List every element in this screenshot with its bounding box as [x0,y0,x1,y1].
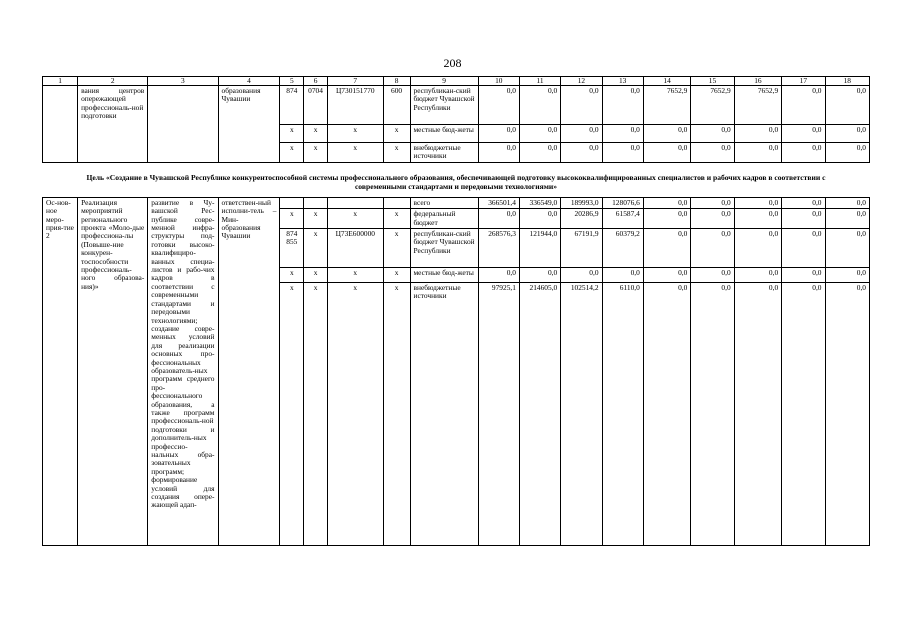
amount-cell: 0,0 [519,268,560,283]
measure-type-cell: Ос-нов-ное меро-прия-тие 2 [43,197,78,545]
target-item-cell [327,197,383,208]
measure-type-cell [43,86,78,163]
goal-heading: Цель «Создание в Чувашской Республике конкурентоспособной системы профессионального образования, обеспечивающей подготовку высококвалифицированных специалистов и рабочих кадров в соответствии с современными стандартами и передовыми технологиями» [43,162,870,197]
column-number-18: 18 [825,77,869,86]
measure-name-cell: вания центров опережающей профессиональ-ной подготовки [78,86,148,163]
amount-cell: 0,0 [561,125,602,143]
amount-cell: 0,0 [691,143,734,163]
expense-type-cell: x [383,209,410,229]
amount-cell: 0,0 [734,229,781,268]
target-item-cell: Ц73Е600000 [327,229,383,268]
column-number-13: 13 [602,77,643,86]
target-item-cell: x [327,268,383,283]
amount-cell: 0,0 [478,86,519,125]
amount-cell: 0,0 [478,209,519,229]
amount-cell: 0,0 [782,268,825,283]
column-number-12: 12 [561,77,602,86]
executor-cell: образования Чувашии [218,86,280,163]
expense-type-cell: x [383,268,410,283]
column-number-16: 16 [734,77,781,86]
target-item-cell: x [327,125,383,143]
expense-type-cell: 600 [383,86,410,125]
amount-cell: 60379,2 [602,229,643,268]
funding-source-cell: республикан-ский бюджет Чувашской Республики [410,229,478,268]
amount-cell: 0,0 [782,209,825,229]
amount-cell: 0,0 [825,125,869,143]
section-code-cell: x [304,143,328,163]
amount-cell: 0,0 [691,283,734,546]
section-code-cell [304,197,328,208]
target-item-cell: x [327,143,383,163]
expense-type-cell [383,197,410,208]
funding-source-cell: внебюджетные источники [410,143,478,163]
amount-cell: 102514,2 [561,283,602,546]
amount-cell: 0,0 [825,143,869,163]
column-number-1: 1 [43,77,78,86]
section-code-cell: x [304,268,328,283]
amount-cell: 0,0 [825,86,869,125]
section-code-cell: x [304,283,328,546]
amount-cell: 0,0 [691,125,734,143]
amount-cell: 0,0 [561,268,602,283]
amount-cell: 0,0 [734,283,781,546]
column-number-10: 10 [478,77,519,86]
amount-cell: 0,0 [691,229,734,268]
column-number-2: 2 [78,77,148,86]
amount-cell: 0,0 [825,283,869,546]
funding-source-cell: внебюджетные источники [410,283,478,546]
amount-cell: 20286,9 [561,209,602,229]
amount-cell: 0,0 [519,143,560,163]
amount-cell: 0,0 [734,268,781,283]
table-row [43,86,870,125]
expense-type-cell: x [383,283,410,546]
amount-cell: 0,0 [825,268,869,283]
amount-cell: 0,0 [643,268,690,283]
amount-cell: 336549,0 [519,197,560,208]
amount-cell: 0,0 [691,268,734,283]
amount-cell: 0,0 [519,86,560,125]
column-number-4: 4 [218,77,280,86]
amount-cell: 0,0 [561,86,602,125]
column-number-15: 15 [691,77,734,86]
amount-cell: 0,0 [782,197,825,208]
amount-cell: 0,0 [782,283,825,546]
amount-cell: 0,0 [519,125,560,143]
amount-cell: 128076,6 [602,197,643,208]
amount-cell: 7652,9 [691,86,734,125]
amount-cell: 0,0 [782,143,825,163]
ministry-code-cell: x [280,143,304,163]
ministry-code-cell: x [280,283,304,546]
amount-cell: 214605,0 [519,283,560,546]
section-code-cell: x [304,209,328,229]
amount-cell: 0,0 [825,229,869,268]
amount-cell: 0,0 [478,125,519,143]
amount-cell: 0,0 [478,268,519,283]
column-number-7: 7 [327,77,383,86]
budget-table-sheet [42,76,870,546]
amount-cell: 0,0 [561,143,602,163]
amount-cell: 0,0 [478,143,519,163]
column-number-3: 3 [148,77,218,86]
funding-source-cell: федеральный бюджет [410,209,478,229]
amount-cell: 0,0 [643,229,690,268]
section-code-cell: 0704 [304,86,328,125]
amount-cell: 6110,0 [602,283,643,546]
column-number-11: 11 [519,77,560,86]
amount-cell: 0,0 [734,197,781,208]
amount-cell: 0,0 [825,209,869,229]
goal-row [43,162,870,197]
expense-type-cell: x [383,125,410,143]
target-item-cell: Ц730151770 [327,86,383,125]
amount-cell: 0,0 [734,209,781,229]
amount-cell: 0,0 [691,197,734,208]
column-number-14: 14 [643,77,690,86]
amount-cell: 0,0 [782,86,825,125]
table-body [43,77,870,546]
amount-cell: 0,0 [734,143,781,163]
amount-cell: 7652,9 [643,86,690,125]
measure-name-cell: Реализация мероприятий регионального проекта «Моло-дые профессиона-лы (Повыше-ние конкурен-тоспособности профессиональ-ного образова-ния)» [78,197,148,545]
amount-cell: 121944,0 [519,229,560,268]
amount-cell: 61587,4 [602,209,643,229]
amount-cell: 0,0 [825,197,869,208]
measure-goal-cell [148,86,218,163]
column-number-6: 6 [304,77,328,86]
page-number: 208 [443,56,462,70]
funding-source-cell: местные бюд-жеты [410,268,478,283]
ministry-code-cell: x [280,209,304,229]
ministry-code-cell [280,197,304,208]
column-number-row [43,77,870,86]
amount-cell: 189993,0 [561,197,602,208]
budget-table [42,76,870,546]
amount-cell: 0,0 [643,125,690,143]
ministry-code-cell: 874 855 [280,229,304,268]
amount-cell: 366501,4 [478,197,519,208]
amount-cell: 0,0 [782,229,825,268]
section-code-cell: x [304,229,328,268]
ministry-code-cell: 874 [280,86,304,125]
measure-goal-cell: развитие в Чу-вашской Рес-публике совре-менной инфра-структуры под-готовки высоко-квалифициро-ванных специа-листов и рабо-чих кадров в соответствии с современными стандартами и передовыми технологиями; создание совре-менных условий для реализации основных про-фессиональных образователь-ных программ среднего про-фессионального образования, а также программ профессиональ-ной подготовки и дополнитель-ных профессио-нальных обра-зовательных программ; формирование условий для создания опере-жающей адап- [148,197,218,545]
target-item-cell: x [327,209,383,229]
column-number-8: 8 [383,77,410,86]
funding-source-cell: всего [410,197,478,208]
amount-cell: 0,0 [519,209,560,229]
amount-cell: 0,0 [643,143,690,163]
column-number-9: 9 [410,77,478,86]
ministry-code-cell: x [280,125,304,143]
amount-cell: 0,0 [734,125,781,143]
amount-cell: 0,0 [782,125,825,143]
executor-cell: ответствен-ный исполни-тель – Мин-образования Чувашии [218,197,280,545]
amount-cell: 268576,3 [478,229,519,268]
column-number-5: 5 [280,77,304,86]
amount-cell: 0,0 [602,125,643,143]
expense-type-cell: x [383,143,410,163]
amount-cell: 0,0 [643,197,690,208]
funding-source-cell: республикан-ский бюджет Чувашской Республики [410,86,478,125]
amount-cell: 67191,9 [561,229,602,268]
target-item-cell: x [327,283,383,546]
amount-cell: 0,0 [691,209,734,229]
amount-cell: 0,0 [643,283,690,546]
amount-cell: 0,0 [643,209,690,229]
amount-cell: 7652,9 [734,86,781,125]
section-code-cell: x [304,125,328,143]
expense-type-cell: x [383,229,410,268]
amount-cell: 97925,1 [478,283,519,546]
amount-cell: 0,0 [602,268,643,283]
ministry-code-cell: x [280,268,304,283]
table-row [43,197,870,208]
funding-source-cell: местные бюд-жеты [410,125,478,143]
column-number-17: 17 [782,77,825,86]
amount-cell: 0,0 [602,86,643,125]
amount-cell: 0,0 [602,143,643,163]
